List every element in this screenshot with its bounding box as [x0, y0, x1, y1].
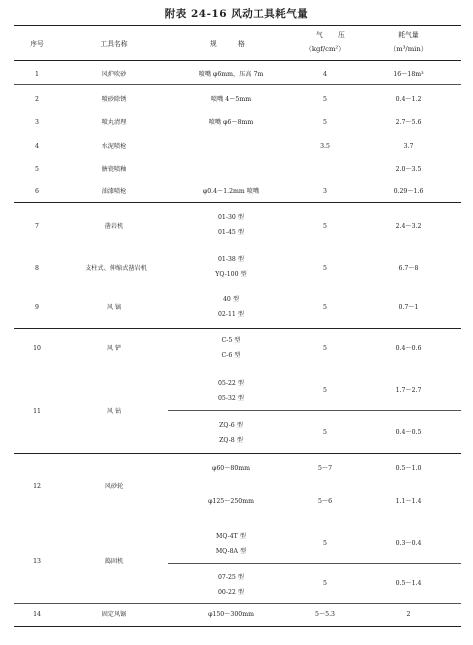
row-11a-air: 1.7～2.7	[395, 387, 422, 394]
row-8-pressure: 5	[323, 265, 327, 272]
row-7-name: 凿岩机	[104, 223, 124, 230]
row-11b-spec-2: ZQ-8 型	[219, 437, 243, 444]
row-7-pressure: 5	[323, 223, 327, 230]
sub-row-rule	[168, 410, 461, 411]
row-13a-pressure: 5	[323, 540, 327, 547]
row-5-no: 5	[35, 166, 39, 173]
row-3-name: 喷丸清理	[101, 119, 127, 126]
header-pressure-a: 气	[316, 31, 323, 39]
header-air: 耗气量	[398, 31, 419, 39]
table-title: 附表 24-16 风动工具耗气量	[164, 8, 309, 20]
row-9-pressure: 5	[323, 304, 327, 311]
row-divider	[14, 84, 461, 85]
row-11a-pressure: 5	[323, 387, 327, 394]
row-13b-air: 0.5～1.4	[395, 580, 422, 587]
row-1-spec: 喷嘴 φ6mm，压高 7m	[198, 71, 264, 78]
header-pressure-unit: （kgf/cm²）	[305, 45, 345, 53]
row-5-air: 2.0～3.5	[395, 166, 422, 173]
row-3-spec: 喷嘴 φ6～8mm	[208, 119, 254, 126]
row-1-pressure: 4	[323, 71, 327, 78]
row-12-no: 12	[33, 483, 41, 490]
row-14-spec: φ150～300mm	[208, 611, 254, 618]
row-12b-pressure: 5～6	[317, 498, 333, 505]
row-13-no: 13	[33, 558, 41, 565]
row-5-name: 搪瓷喷釉	[101, 166, 127, 173]
row-10-name: 风 铲	[106, 345, 122, 352]
row-6-air: 0.29～1.6	[393, 188, 424, 195]
row-4-air: 3.7	[403, 143, 414, 150]
header-pressure-b: 压	[338, 31, 345, 39]
row-11b-air: 0.4～0.5	[395, 429, 422, 436]
row-8-spec-2: YQ-100 型	[215, 271, 247, 278]
row-2-air: 0.4～1.2	[395, 96, 422, 103]
row-13-name: 捣固机	[104, 558, 124, 565]
row-12a-air: 0.5～1.0	[395, 465, 422, 472]
row-2-pressure: 5	[323, 96, 327, 103]
row-13a-spec-2: MQ-8A 型	[215, 548, 247, 555]
row-12b-air: 1.1～1.4	[395, 498, 422, 505]
row-6-no: 6	[35, 188, 39, 195]
group-rule	[14, 202, 461, 203]
row-14-no: 14	[33, 611, 41, 618]
row-11b-pressure: 5	[323, 429, 327, 436]
header-no: 序号	[30, 40, 44, 48]
row-7-spec-1: 01-30 型	[218, 214, 244, 221]
row-3-pressure: 5	[323, 119, 327, 126]
row-9-no: 9	[35, 304, 39, 311]
row-8-air: 6.7～8	[398, 265, 419, 272]
row-7-air: 2.4～3.2	[395, 223, 422, 230]
row-8-name: 支柱式、伸缩式凿岩机	[85, 265, 147, 272]
row-6-spec: φ0.4～1.2mm 喷嘴	[202, 188, 260, 195]
row-9-air: 0.7～1	[398, 304, 419, 311]
row-9-spec-1: 40 型	[222, 296, 240, 303]
bottom-rule	[14, 626, 461, 627]
row-11a-spec-2: 05-32 型	[218, 395, 244, 402]
row-7-spec-2: 01-45 型	[218, 229, 244, 236]
row-12a-spec: φ60～80mm	[211, 465, 250, 472]
sub-row-rule	[168, 563, 461, 564]
row-13b-pressure: 5	[323, 580, 327, 587]
row-6-pressure: 3	[323, 188, 327, 195]
header-spec-b: 格	[238, 40, 245, 48]
row-11b-spec-1: ZQ-6 型	[219, 422, 243, 429]
row-8-spec-1: 01-38 型	[218, 256, 244, 263]
row-12a-pressure: 5～7	[317, 465, 333, 472]
row-2-name: 喷砂除锈	[101, 96, 127, 103]
row-7-no: 7	[35, 223, 39, 230]
row-10-no: 10	[33, 345, 41, 352]
top-rule	[14, 25, 461, 26]
row-divider	[14, 603, 461, 604]
row-11-name: 风 钻	[106, 408, 122, 415]
row-1-name: 风炉吹砂	[101, 71, 127, 78]
row-14-name: 固定风锯	[101, 611, 127, 618]
header-spec-a: 规	[210, 40, 217, 48]
row-3-air: 2.7～5.6	[395, 119, 422, 126]
row-10-pressure: 5	[323, 345, 327, 352]
header-rule	[14, 60, 461, 61]
row-4-name: 水泥喷枪	[101, 143, 127, 150]
row-3-no: 3	[35, 119, 39, 126]
row-10-spec-2: C-6 型	[221, 352, 241, 359]
row-13a-spec-1: MQ-4T 型	[216, 533, 246, 540]
row-8-no: 8	[35, 265, 39, 272]
row-9-name: 风 镐	[106, 304, 122, 311]
row-10-air: 0.4～0.6	[395, 345, 422, 352]
row-2-no: 2	[35, 96, 39, 103]
row-13b-spec-1: 07-25 型	[218, 574, 244, 581]
row-1-no: 1	[35, 71, 39, 78]
row-14-pressure: 5～5.3	[315, 611, 335, 618]
row-14-air: 2	[406, 611, 411, 618]
group-rule	[14, 328, 461, 329]
row-2-spec: 喷嘴 4～5mm	[210, 96, 252, 103]
header-air-unit: （m³/min）	[389, 45, 428, 53]
row-9-spec-2: 02-11 型	[218, 311, 244, 318]
row-12b-spec: φ125～250mm	[208, 498, 254, 505]
row-6-name: 油漆喷枪	[101, 188, 127, 195]
header-name: 工具名称	[100, 40, 128, 48]
row-11a-spec-1: 05-22 型	[218, 380, 244, 387]
row-4-no: 4	[35, 143, 39, 150]
row-1-air: 16～18m³	[393, 71, 424, 78]
row-13a-air: 0.3～0.4	[395, 540, 422, 547]
row-11-no: 11	[33, 408, 41, 415]
row-10-spec-1: C-5 型	[221, 337, 241, 344]
group-rule	[14, 453, 461, 454]
row-4-pressure: 3.5	[320, 143, 330, 150]
row-13b-spec-2: 00-22 型	[218, 589, 244, 596]
row-12-name: 风砂轮	[104, 483, 124, 490]
